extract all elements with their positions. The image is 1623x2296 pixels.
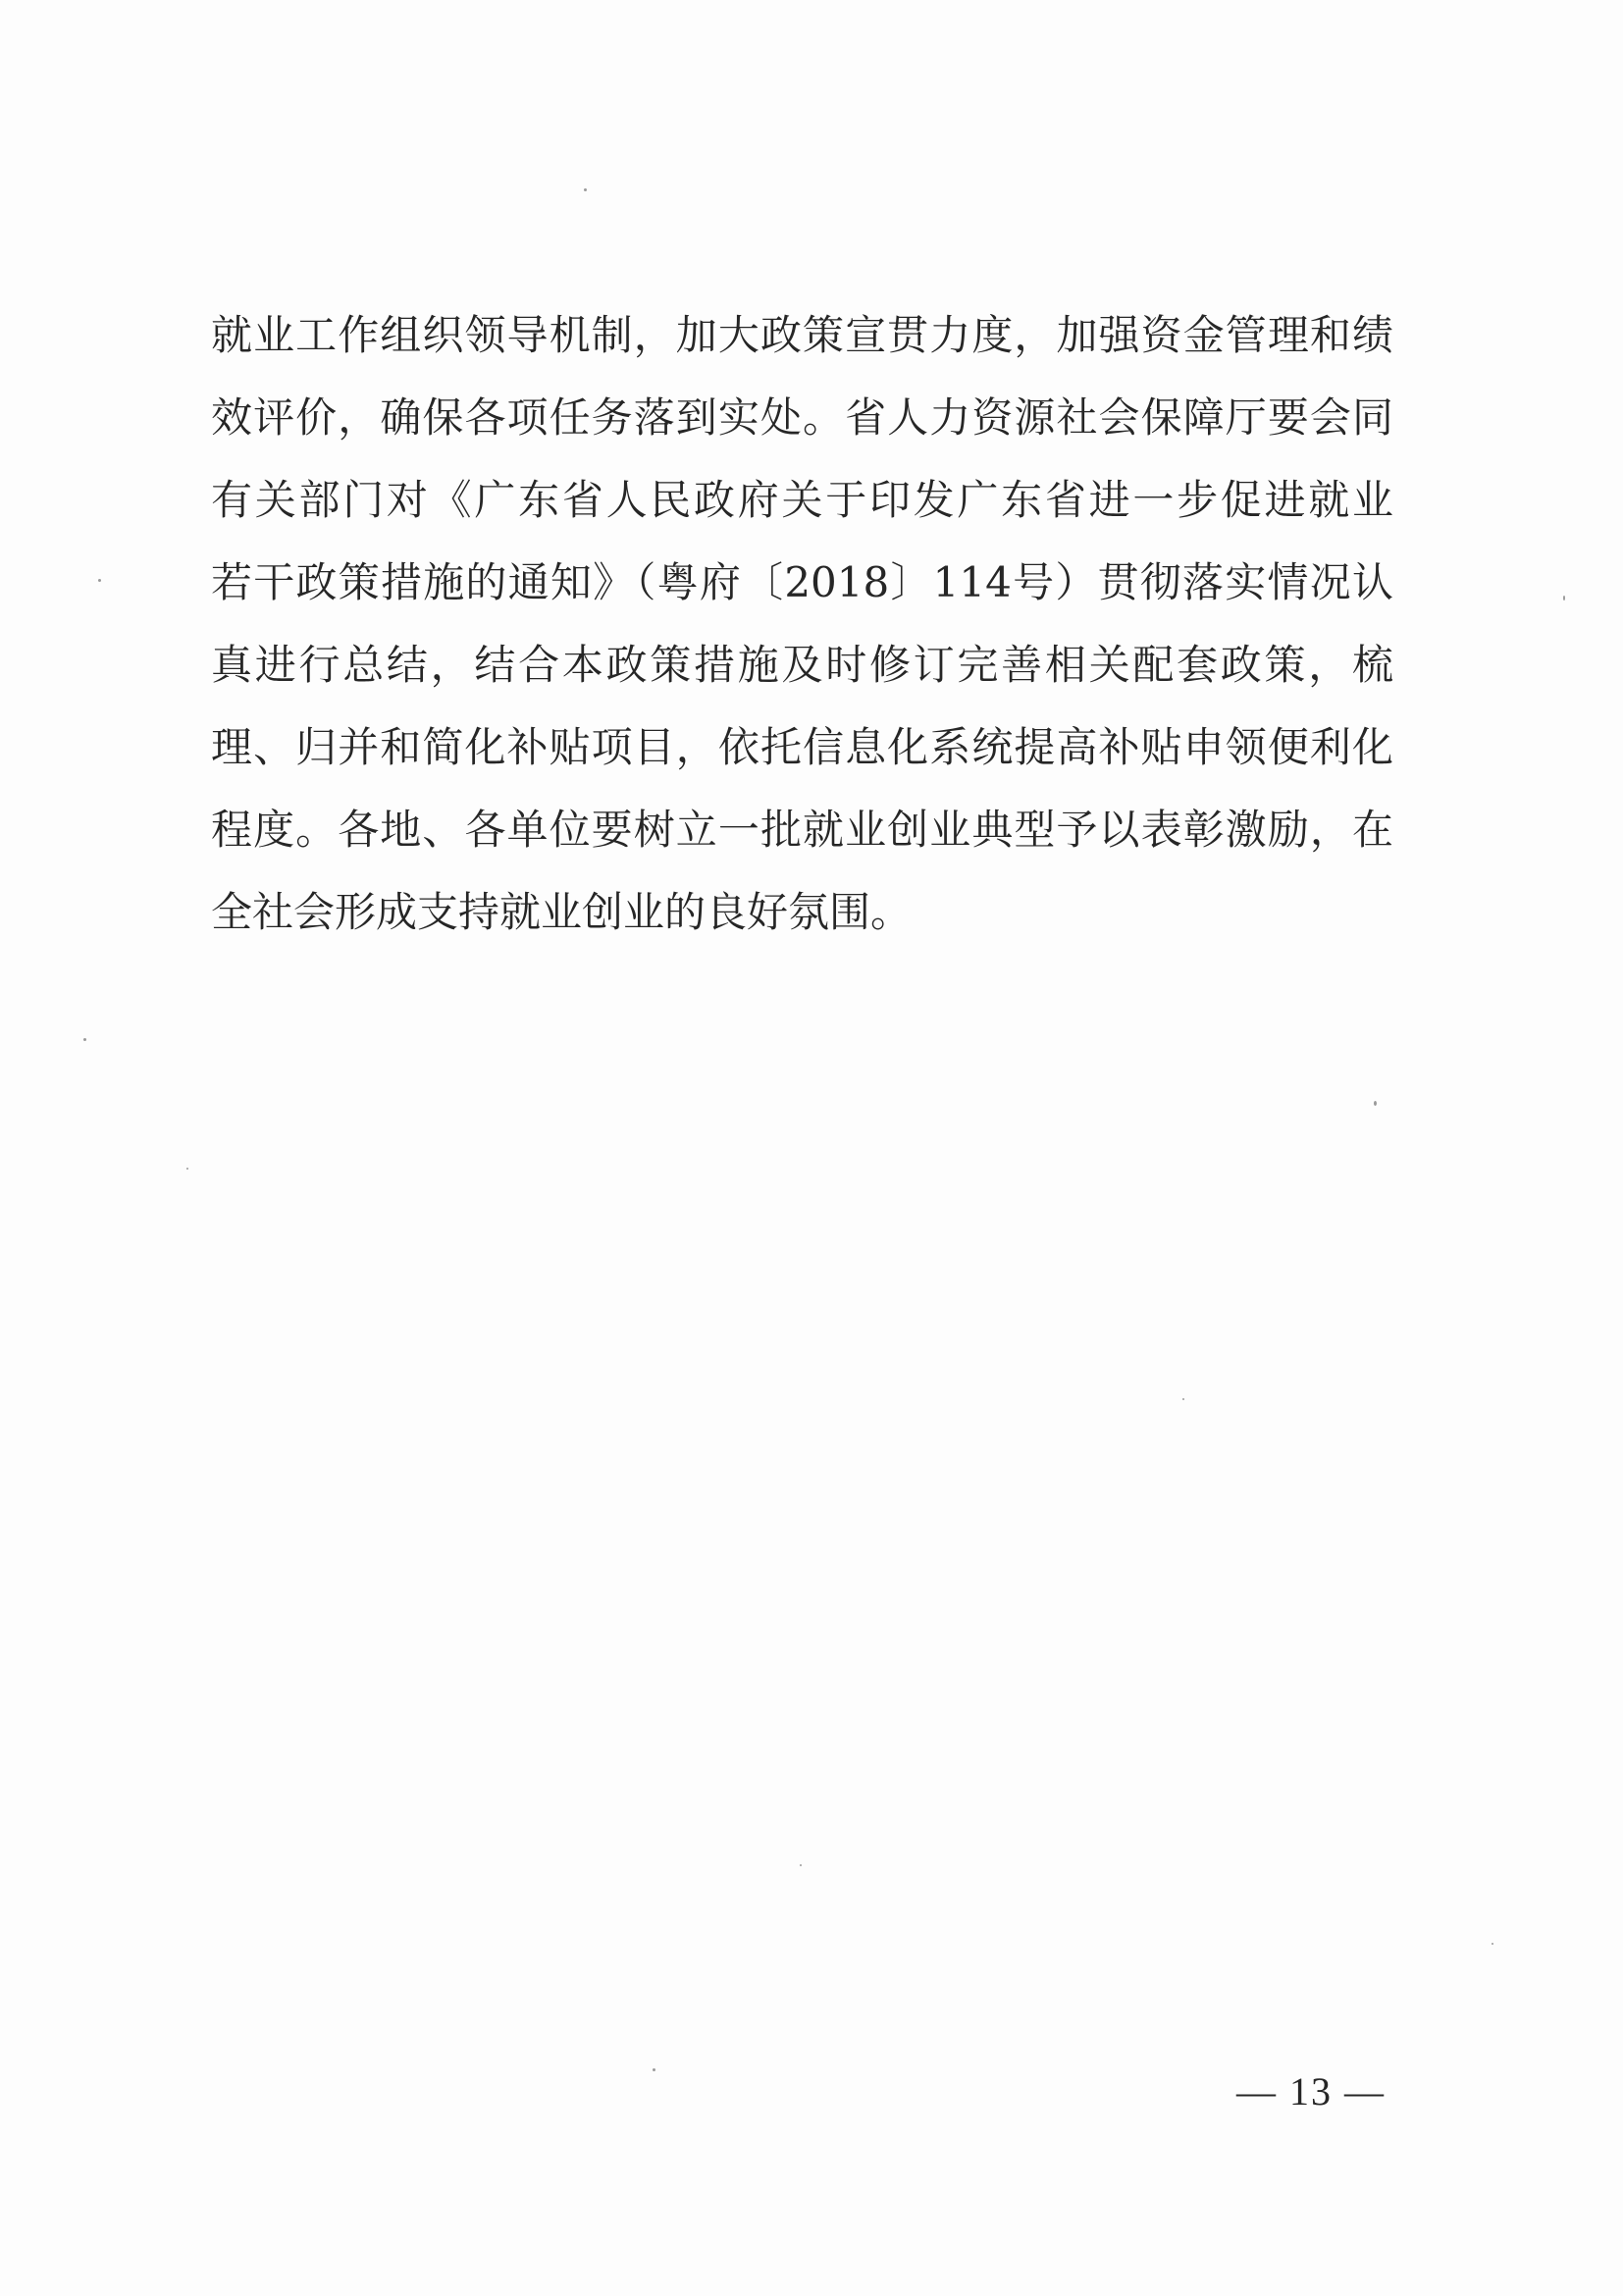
text-line: 真进行总结，结合本政策措施及时修订完善相关配套政策，梳 [211,641,1393,689]
text-line: 有关部门对《广东省人民政府关于印发广东省进一步促进就业 [211,476,1393,524]
text-line: 若干政策措施的通知》（粤府〔2018〕114号）贯彻落实情况认 [211,558,1393,606]
scan-speck [186,1168,188,1170]
scan-speck [1374,1101,1377,1106]
scan-speck [1563,596,1565,600]
page-number: — 13 — [1236,2069,1386,2113]
body-paragraph [211,294,1393,954]
scan-speck [653,2068,655,2071]
text-line: 全社会形成支持就业创业的良好氛围。 [211,888,913,936]
scan-speck [584,188,587,191]
text-line: 就业工作组织领导机制，加大政策宣贯力度，加强资金管理和绩 [211,311,1393,359]
text-line: 理、归并和简化补贴项目，依托信息化系统提高补贴申领便利化 [211,723,1393,771]
scan-speck [98,579,101,582]
scan-speck [83,1038,86,1041]
scan-speck [1492,1943,1493,1945]
scan-speck [1182,1398,1184,1400]
text-line: 程度。各地、各单位要树立一批就业创业典型予以表彰激励，在 [211,806,1393,854]
text-line: 效评价，确保各项任务落到实处。省人力资源社会保障厅要会同 [211,393,1393,442]
scan-speck [800,1864,802,1866]
